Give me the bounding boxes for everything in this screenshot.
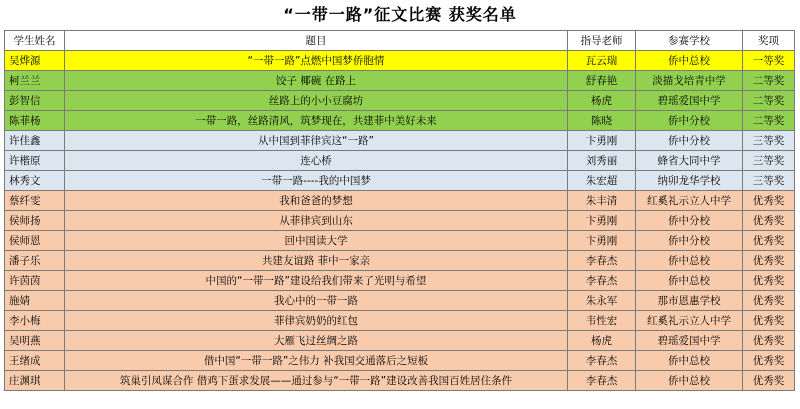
student-name-cell[interactable]: 吴烨源 <box>5 51 65 71</box>
teacher-cell[interactable]: 李春杰 <box>568 251 636 271</box>
page-title: “一带一路”征文比赛 获奖名单 <box>283 5 517 24</box>
school-cell[interactable]: 侨中总校 <box>636 51 743 71</box>
topic-cell[interactable]: 一带一路----我的中国梦 <box>65 171 568 191</box>
topic-cell[interactable]: 我和爸爸的梦想 <box>65 191 568 211</box>
table-row <box>5 191 795 211</box>
teacher-cell[interactable]: 瓦云瑞 <box>568 51 636 71</box>
teacher-cell[interactable]: 朱宏超 <box>568 171 636 191</box>
award-cell[interactable]: 优秀奖 <box>743 211 795 231</box>
table-body <box>5 51 795 391</box>
topic-cell[interactable]: 从中国到菲律宾这“一路” <box>65 131 568 151</box>
award-cell[interactable]: 优秀奖 <box>743 191 795 211</box>
award-cell[interactable]: 优秀奖 <box>743 371 795 391</box>
student-name-cell[interactable]: 许楷原 <box>5 151 65 171</box>
teacher-cell[interactable]: 陈晓 <box>568 111 636 131</box>
header-award[interactable]: 奖项 <box>743 31 795 51</box>
topic-cell[interactable]: 从菲律宾到山东 <box>65 211 568 231</box>
table-row <box>5 331 795 351</box>
teacher-cell[interactable]: 李春杰 <box>568 271 636 291</box>
school-cell[interactable]: 红奚礼示立人中学 <box>636 191 743 211</box>
teacher-cell[interactable]: 卞勇刚 <box>568 131 636 151</box>
award-cell[interactable]: 优秀奖 <box>743 311 795 331</box>
teacher-cell[interactable]: 卞勇刚 <box>568 211 636 231</box>
award-cell[interactable]: 三等奖 <box>743 131 795 151</box>
award-cell[interactable]: 二等奖 <box>743 91 795 111</box>
topic-cell[interactable]: 一带一路，丝路清风，筑梦现在，共建菲中美好未来 <box>65 111 568 131</box>
award-cell[interactable]: 优秀奖 <box>743 331 795 351</box>
teacher-cell[interactable]: 李春杰 <box>568 351 636 371</box>
school-cell[interactable]: 红奚礼示立人中学 <box>636 311 743 331</box>
school-cell[interactable]: 侨中分校 <box>636 211 743 231</box>
table-row <box>5 91 795 111</box>
topic-cell[interactable]: “一带一路”点燃中国梦侨胞情 <box>65 51 568 71</box>
school-cell[interactable]: 那市恩惠学校 <box>636 291 743 311</box>
teacher-cell[interactable]: 李春杰 <box>568 371 636 391</box>
student-name-cell[interactable]: 柯兰兰 <box>5 71 65 91</box>
student-name-cell[interactable]: 施婧 <box>5 291 65 311</box>
award-cell[interactable]: 优秀奖 <box>743 271 795 291</box>
table-row <box>5 171 795 191</box>
topic-cell[interactable]: 菲律宾奶奶的红包 <box>65 311 568 331</box>
school-cell[interactable]: 纳卯龙华学校 <box>636 171 743 191</box>
school-cell[interactable]: 淡描戈培青中学 <box>636 71 743 91</box>
table-row <box>5 151 795 171</box>
student-name-cell[interactable]: 潘子乐 <box>5 251 65 271</box>
topic-cell[interactable]: 共建友谊路 菲中一家亲 <box>65 251 568 271</box>
table-row <box>5 351 795 371</box>
award-cell[interactable]: 优秀奖 <box>743 291 795 311</box>
header-student-name[interactable]: 学生姓名 <box>5 31 65 51</box>
award-cell[interactable]: 优秀奖 <box>743 351 795 371</box>
header-school[interactable]: 参赛学校 <box>636 31 743 51</box>
table-row <box>5 371 795 391</box>
topic-cell[interactable]: 我心中的一带一路 <box>65 291 568 311</box>
teacher-cell[interactable]: 韦性宏 <box>568 311 636 331</box>
table-row <box>5 291 795 311</box>
student-name-cell[interactable]: 许佳鑫 <box>5 131 65 151</box>
table-row <box>5 71 795 91</box>
award-cell[interactable]: 三等奖 <box>743 151 795 171</box>
header-topic[interactable]: 题目 <box>65 31 568 51</box>
teacher-cell[interactable]: 卞勇刚 <box>568 231 636 251</box>
award-cell[interactable]: 二等奖 <box>743 71 795 91</box>
teacher-cell[interactable]: 杨虎 <box>568 331 636 351</box>
school-cell[interactable]: 侨中总校 <box>636 371 743 391</box>
table-row <box>5 51 795 71</box>
student-name-cell[interactable]: 林秀文 <box>5 171 65 191</box>
student-name-cell[interactable]: 蔡纤雯 <box>5 191 65 211</box>
award-table <box>4 30 795 391</box>
school-cell[interactable]: 碧瑶爱国中学 <box>636 331 743 351</box>
school-cell[interactable]: 侨中分校 <box>636 131 743 151</box>
school-cell[interactable]: 侨中总校 <box>636 271 743 291</box>
student-name-cell[interactable]: 庄渊琪 <box>5 371 65 391</box>
header-teacher[interactable]: 指导老师 <box>568 31 636 51</box>
school-cell[interactable]: 碧瑶爱国中学 <box>636 91 743 111</box>
header-row <box>5 31 795 51</box>
award-cell[interactable]: 优秀奖 <box>743 231 795 251</box>
student-name-cell[interactable]: 侯师恩 <box>5 231 65 251</box>
topic-cell[interactable]: 中国的“一带一路”建设给我们带来了光明与希望 <box>65 271 568 291</box>
school-cell[interactable]: 侨中总校 <box>636 351 743 371</box>
student-name-cell[interactable]: 李小梅 <box>5 311 65 331</box>
table-row <box>5 211 795 231</box>
topic-cell[interactable]: 大雁飞过丝绸之路 <box>65 331 568 351</box>
student-name-cell[interactable]: 吴明燕 <box>5 331 65 351</box>
table-row <box>5 131 795 151</box>
topic-cell[interactable]: 丝路上的小小豆腐坊 <box>65 91 568 111</box>
school-cell[interactable]: 侨中分校 <box>636 231 743 251</box>
teacher-cell[interactable]: 刘秀丽 <box>568 151 636 171</box>
topic-cell[interactable]: 饺子 椰碗 在路上 <box>65 71 568 91</box>
student-name-cell[interactable]: 许茵茵 <box>5 271 65 291</box>
teacher-cell[interactable]: 舒春艳 <box>568 71 636 91</box>
topic-cell[interactable]: 筑巢引凤谋合作 借鸡下蛋求发展——通过参与“一带一路”建设改善我国百姓居住条件 <box>65 371 568 391</box>
student-name-cell[interactable]: 彭智信 <box>5 91 65 111</box>
topic-cell[interactable]: 回中国读大学 <box>65 231 568 251</box>
table-row <box>5 311 795 331</box>
teacher-cell[interactable]: 杨虎 <box>568 91 636 111</box>
school-cell[interactable]: 蜂省大同中学 <box>636 151 743 171</box>
award-cell[interactable]: 一等奖 <box>743 51 795 71</box>
school-cell[interactable]: 侨中分校 <box>636 111 743 131</box>
table-row <box>5 111 795 131</box>
student-name-cell[interactable]: 陈菲杨 <box>5 111 65 131</box>
student-name-cell[interactable]: 侯师扬 <box>5 211 65 231</box>
table-row <box>5 251 795 271</box>
student-name-cell[interactable]: 王绪成 <box>5 351 65 371</box>
teacher-cell[interactable]: 朱丰清 <box>568 191 636 211</box>
award-cell[interactable]: 二等奖 <box>743 111 795 131</box>
award-cell[interactable]: 优秀奖 <box>743 251 795 271</box>
school-cell[interactable]: 侨中总校 <box>636 251 743 271</box>
teacher-cell[interactable]: 朱永军 <box>568 291 636 311</box>
table-row <box>5 231 795 251</box>
table-row <box>5 271 795 291</box>
topic-cell[interactable]: 借中国“一带一路”之伟力 补我国交通落后之短板 <box>65 351 568 371</box>
topic-cell[interactable]: 连心桥 <box>65 151 568 171</box>
award-cell[interactable]: 三等奖 <box>743 171 795 191</box>
